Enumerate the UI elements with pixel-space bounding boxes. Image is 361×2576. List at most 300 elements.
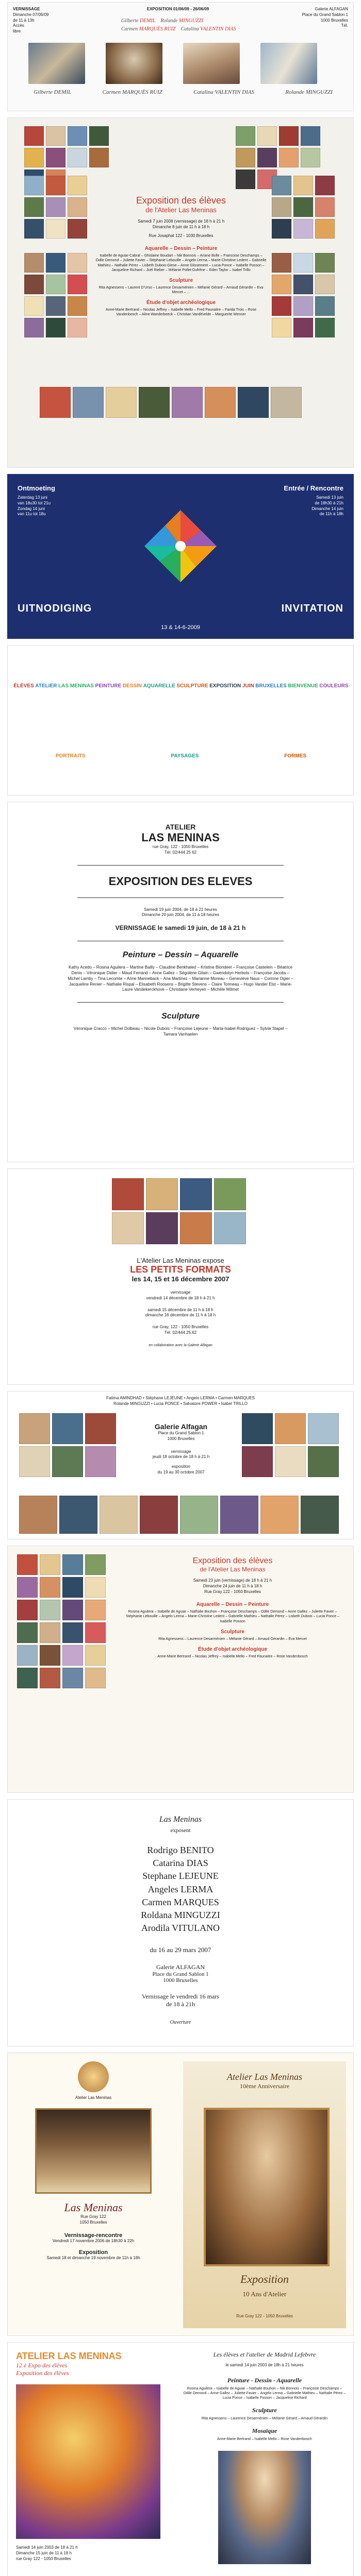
mosaic-word: JUIN [242, 683, 254, 689]
text-line: Tél. [341, 23, 348, 28]
artwork-tile [46, 296, 65, 316]
card9-address: 1000 Bruxelles [163, 1977, 198, 1984]
artwork-tile [293, 275, 313, 294]
artwork-tile [146, 1178, 178, 1210]
artwork-tile [24, 148, 44, 167]
artwork-tile [85, 1645, 106, 1666]
card7-artwork-grid [18, 1495, 348, 1535]
card11-infanta-painting [218, 2451, 311, 2564]
card2-header [95, 195, 267, 317]
artwork-tile [85, 1600, 106, 1620]
artwork-tile [24, 318, 44, 337]
mosaic-word: ATELIER [35, 683, 57, 689]
section-text: Samedi 18 et dimanche 19 novembre de 11h à 18h [46, 2256, 140, 2261]
section-text: Vendredi 17 novembre 2006 de 18h30 à 22h [52, 2239, 135, 2244]
text-line: Dimanche 15 juin de 11 à 18 h [16, 2550, 72, 2555]
first-name: Carmen [121, 26, 138, 32]
artwork-grid-bottom-left [23, 252, 90, 338]
artwork-tile [112, 1178, 144, 1210]
section-heading: Sculpture [220, 1629, 245, 1635]
artwork-thumbnail [260, 43, 317, 84]
last-name: DEMIL [139, 18, 156, 24]
card6-line: les 14, 15 et 16 décembre 2007 [132, 1275, 229, 1283]
card10-painting [35, 2108, 152, 2194]
artwork-tile [24, 176, 44, 195]
artwork-tile [40, 387, 71, 418]
card9-address: Place du Grand Sablon 1 [152, 1971, 209, 1978]
mosaic-word: SCULPTURE [176, 683, 208, 689]
card5-section-heading: Sculpture [161, 1012, 200, 1021]
artwork-tile [315, 253, 335, 273]
card5-title: EXPOSITION DES ELEVES [108, 874, 253, 888]
artwork-tile [46, 148, 65, 167]
card5-date: Dimanche 20 juin 2004, de 11 à 18 heures [141, 912, 220, 918]
artwork-tile [308, 1446, 339, 1477]
artwork-tile [40, 1622, 60, 1643]
artwork-tile [272, 219, 291, 239]
card3-left-title: Ontmoeting [18, 484, 55, 492]
card5-date: Samedi 19 juin 2004, de 18 à 21 heures [144, 907, 217, 912]
card3-right-title: Entrée / Rencontre [284, 484, 343, 492]
artwork-tile [180, 1212, 212, 1244]
mosaic-word: BRUXELLES [255, 683, 287, 689]
artwork-tile [62, 1554, 83, 1575]
invitation-card-9 [7, 1799, 354, 2046]
first-name: Rolande [160, 18, 178, 24]
artwork-tile [19, 1413, 50, 1444]
section-names: Rita Agnessens – Laurence Desarménien – Mélanie Gérard – Arnaud Gérardin [201, 2417, 328, 2421]
card3-right [240, 484, 343, 517]
artwork-tile [68, 176, 87, 195]
first-name: Catalina [180, 26, 199, 32]
artwork-tile [106, 387, 137, 418]
mosaic-word: PEINTURE [95, 683, 122, 689]
section-heading: Mosaïque [252, 2427, 277, 2435]
card9-vernissage: Vernissage le vendredi 16 mars [142, 1993, 219, 2001]
artwork-tile [301, 148, 320, 167]
uitnodiging-banner: UITNODIGING [18, 603, 92, 614]
artwork-tile [24, 219, 44, 239]
artwork-tile [100, 1496, 138, 1534]
artwork-tile [85, 1577, 106, 1598]
artist-name: Carmen MARQUÈS RUIZ [102, 89, 162, 95]
artwork-grid-left [23, 175, 90, 240]
artwork-tile [315, 219, 335, 239]
artwork-tile [315, 318, 335, 337]
last-name: MARQUÈS [139, 26, 163, 32]
card-subtitle: de l'Atelier Las Meninas [145, 206, 217, 214]
last-name: VALENTIN [200, 26, 224, 32]
artist-name: Rolande MINGUZZI [285, 89, 333, 95]
text-line: Samedi 13 juin [316, 495, 343, 500]
artwork-tile [68, 296, 87, 316]
card5-divider [77, 897, 284, 898]
artwork-tile [275, 1446, 306, 1477]
last-name: RUIZ [164, 26, 176, 32]
card9-dates: du 16 au 29 mars 2007 [150, 1946, 211, 1954]
artwork-thumbnail [106, 43, 162, 84]
section-heading: Vernissage-rencontre [64, 2232, 123, 2239]
artwork-tile [315, 296, 335, 316]
artwork-tile [24, 253, 44, 273]
artwork-tile [62, 1622, 83, 1643]
card10-right-footer: Rue Gray 122 - 1050 Bruxelles [236, 2314, 293, 2318]
artwork-tile [220, 1496, 258, 1534]
artwork-tile [68, 219, 87, 239]
card7-artwork-grid [18, 1412, 121, 1478]
text-line: Dimanche 07/06/09 [13, 12, 49, 17]
card10-right [183, 2061, 346, 2328]
artwork-tile [260, 1496, 299, 1534]
artist-name: Stephane LEJEUNE [142, 1871, 219, 1882]
section-heading: Étude d'objet archéologique [146, 299, 216, 306]
artwork-tile [279, 148, 299, 167]
card5-divider [77, 1002, 284, 1003]
date-line: Samedi 7 juin 2008 (vernissage) de 18 h à 21 h [137, 219, 225, 224]
artist-name: Angeles LERMA [147, 1884, 214, 1894]
invitation-banner: INVITATION [281, 603, 343, 614]
section-names: Isabelle de Aguiar-Cabral – Ghislaine Boudart – Nik Bonnois – Ariane Bolle – Francoise Deschamps – Odile Demond – Juliette Favier – Stéphanie Lebouille – Angelo Lerma – Marie-Christine Ledent – Gabrielle Mathieu – Nathalie Pérez – Lisbeth Dubois-Giese – Anne Glissement – Lucia Ponce – Isabelle Posson – Jacqueline Richard – Joël Rieber – Mélanie Pollet-Dufrêne – Eden Taylor – Isabel Trillo [95, 254, 267, 272]
artwork-tile [301, 1496, 339, 1534]
artwork-tile [293, 219, 313, 239]
invitation-card-7 [7, 1391, 354, 1539]
date-value: jeudi 18 octobre de 18 h à 21 h [152, 1454, 210, 1460]
card3-right-lines [240, 495, 343, 517]
artwork-tile [214, 1178, 246, 1210]
artwork-tile [62, 1668, 83, 1688]
artist-name: Roldana MINGUZZI [141, 1909, 220, 1920]
card-subtitle: de l'Atelier Las Meninas [200, 1566, 266, 1573]
card6-line: Tél. 02/444.25.62 [164, 1330, 197, 1335]
artwork-tile [205, 387, 236, 418]
card6-line: L'Atelier Las Meninas expose [137, 1257, 224, 1264]
artwork-tile [62, 1577, 83, 1598]
section-names: Anne-Marie Bertrand – Isabelle Mello – Rose Vandenbosch [217, 2437, 312, 2442]
artwork-tile [315, 275, 335, 294]
card10-right-heading: Atelier Las Meninas [227, 2072, 302, 2082]
artwork-tile [89, 148, 109, 167]
section-names: Rosina Aguilera – Isabelle de Aguiar – Nathalie Bouhon – Nik Bonnois – Françoise Deschamps – Odile Demond – Anne Gallez – Juliette Favier – Angelo Lerma – Gabrielle Mathieu – Nathalie Pérez – Lucia Ponce – Isabelle Posson – Jacqueline Richard [183, 2386, 346, 2400]
text-line: van 11u tot 18u [18, 512, 46, 517]
artwork-tile [40, 1668, 60, 1688]
card4-words [13, 651, 349, 791]
card9-sub: exposent [170, 1827, 191, 1834]
text-line: libre [13, 29, 21, 34]
card5-atelier: ATELIER [165, 823, 196, 831]
section-heading: Étude d'objet archéologique [198, 1646, 268, 1652]
artwork-tile [293, 176, 313, 195]
artist-name: Arodila VITULANO [141, 1923, 220, 1934]
text-line: rue Gray 122 - 1050 Bruxelles [16, 2556, 71, 2561]
section-heading: Sculpture [169, 277, 193, 283]
artwork-tile [257, 126, 277, 146]
text-line: 1000 Bruxelles [321, 18, 348, 23]
card5-section-heading: Peinture – Dessin – Aquarelle [122, 951, 239, 960]
artwork-tile [140, 1496, 178, 1534]
last-name: MINGUZZI [179, 18, 204, 24]
artwork-tile [180, 1178, 212, 1210]
card9-gallery: Galerie ALFAGAN [156, 1963, 205, 1971]
text-line: Galerie ALFAGAN [315, 7, 348, 11]
card11-left [16, 2351, 171, 2562]
artwork-tile [24, 197, 44, 217]
card3-left-lines [18, 495, 121, 517]
date-label: exposition [171, 1464, 191, 1469]
card5-address: rue Gray, 122 - 1050 Bruxelles [152, 844, 209, 849]
artist-name: Carmen MARQUES [142, 1896, 219, 1907]
invitation-card-8 [7, 1546, 354, 1793]
mosaic-word: DESSIN [122, 683, 142, 689]
artwork-tile [52, 1413, 83, 1444]
invitation-card-5 [7, 802, 354, 1162]
section-heading: Exposition [78, 2249, 108, 2256]
section-heading: Sculpture [252, 2406, 277, 2414]
card11-right [183, 2351, 346, 2564]
card1-names-row1 [121, 18, 255, 24]
card1-names-row3 [18, 89, 348, 95]
artwork-tile [46, 176, 65, 195]
card10-right-title: Exposition [240, 2273, 289, 2285]
artwork-tile [272, 275, 291, 294]
artwork-thumbnail [28, 43, 85, 84]
artwork-tile [85, 1622, 106, 1643]
artwork-tile [85, 1446, 116, 1477]
artwork-tile [62, 1645, 83, 1666]
artwork-tile [46, 318, 65, 337]
card11-banner-sub: 12 è Expo des élèves [16, 2362, 68, 2369]
address-line: Rue Josaphat 122 - 1030 Bruxelles [149, 233, 214, 238]
text-line: Rue Gray 122 [80, 2214, 106, 2219]
artwork-tile [68, 253, 87, 273]
mosaic-word: PORTRAITS [55, 753, 86, 759]
card10-left-title: Las Meninas [64, 2200, 123, 2214]
artwork-tile [46, 126, 65, 146]
artwork-tile [236, 148, 255, 167]
text-line: Accès [13, 23, 24, 28]
card11-painting [16, 2384, 160, 2539]
artwork-tile [315, 176, 335, 195]
artwork-grid-footer [39, 386, 327, 419]
artwork-tile [279, 126, 299, 146]
artwork-tile [24, 126, 44, 146]
artwork-tile [68, 318, 87, 337]
section-names: Rita Agnessens – Laurence Desarménien – Mélanie Gérard – Arnaud Gérardin – Eva Mercet [158, 1637, 307, 1641]
mosaic-word: BIENVENUE [288, 683, 318, 689]
card5-vernissage: VERNISSAGE le samedi 19 juin, de 18 à 21 h [115, 924, 246, 932]
artwork-tile [19, 1446, 50, 1477]
card6-label: vernissage [170, 1290, 191, 1295]
artwork-tile [214, 1212, 246, 1244]
mosaic-word: COULEURS [319, 683, 349, 689]
date-label: vernissage [171, 1449, 191, 1454]
text-line: Rue Gray 122 - 1050 Bruxelles [204, 1589, 261, 1594]
card10-left [16, 2061, 171, 2261]
artwork-tile [146, 1212, 178, 1244]
artwork-tile [272, 253, 291, 273]
card-title: Exposition des élèves [136, 195, 226, 206]
text-line: de 11h à 18h [319, 512, 343, 517]
invitation-card-6 [7, 1168, 354, 1385]
artwork-tile [40, 1645, 60, 1666]
artwork-grid-right [271, 175, 338, 240]
card8-text [121, 1556, 344, 1659]
artwork-tile [17, 1577, 38, 1598]
mosaic-word: ÉLÈVES [13, 683, 34, 689]
card6-line: dimanche 16 décembre de 11 h à 18 h [145, 1313, 216, 1318]
section-names: Rita Agnessens – Laurent D'Urso – Laurence Desarménien – Mélanie Gérard – Arnaud Gérardin – Eva Mercet – ... [99, 285, 264, 294]
invitation-card-4 [7, 645, 354, 795]
card1-left-block [13, 7, 59, 35]
artwork-tile [46, 219, 65, 239]
artists-line: Rolande MINGUZZI • Lucia PONCE • Salvatore POWER • Isabel TRILLO [113, 1401, 248, 1406]
artwork-tile [89, 126, 109, 146]
card11-right-intro: le samedi 14 juin 2003 de 18h à 21 heures [225, 2363, 304, 2367]
card10-right-painting [204, 2108, 330, 2266]
artwork-thumbnail [183, 43, 240, 84]
artwork-tile [112, 1212, 144, 1244]
gallery-address: 1000 Bruxelles [167, 1436, 195, 1441]
text-line: de 11 à 13h [13, 18, 35, 23]
artist-name: Rodrigo BENITO [147, 1845, 214, 1855]
card9-footer: Ouverture [170, 2020, 191, 2026]
card11-banner: ATELIER LAS MENINAS [16, 2351, 122, 2361]
text-line: Samedi 23 juin (vernissage) de 18 h à 21 h [193, 1578, 272, 1583]
card5-name: LAS MENINAS [141, 831, 220, 844]
logo-text: Atelier Las Meninas [75, 2095, 112, 2100]
artwork-tile [40, 1554, 60, 1575]
artists-line: Fatima AMINDHAD • Stéphane LEJEUNE • Angelo LERMA • Carmen MARQUES [106, 1396, 255, 1400]
card5-section-names: Kathy Acedo – Rosina Aguilera – Martine Bailly – Claudine Benkhaled – Kristine Blondeel – Françoise Castelein – Béatrice Denis – Véronique Didier – Maud Ferrand – Anne Gallez – Ségolène Gilain – Gwendolyn Herbots – Françoise Jacobs – Michel Lamby – Tina Lecomte – Anne Manneback – Ana Martinez – Marianne Moreau – Geneviève Naus – Corinne Ogier – Jacqueline Renier – Nathalie Rispal – Elisabeth Roosens – Brigitte Stevens – Claire Tonneau – Hugo Vander Elst – Marie-Laure Vandekerckhove – Christiane Verheyen – Michèle Wilmet [68, 965, 293, 992]
artwork-tile [52, 1446, 83, 1477]
card3-bottom-date: 13 & 14-6-2009 [161, 624, 200, 631]
artwork-tile [293, 318, 313, 337]
card7-artwork-grid [241, 1412, 344, 1478]
card6-artwork-grid [111, 1177, 251, 1245]
artwork-tile [85, 1554, 106, 1575]
section-names: Anne-Marie Bertrand – Nicolas Jeffrey – Isabelle Mello – Fred Paunaitre – Farida Trois – Rose Vandenbosch – Aline Wanderbeeck – Christian Vandevelde – Marguerite Wenner [105, 308, 257, 317]
artwork-tile [236, 170, 255, 189]
artwork-tile [17, 1554, 38, 1575]
text-line: Place du Grand Sablon 1 [302, 12, 348, 17]
artwork-tile [40, 1577, 60, 1598]
card6-text [8, 1257, 353, 1348]
card1-names-row2 [121, 26, 255, 32]
invitation-card-11 [7, 2342, 354, 2576]
card6-value: vendredi 14 décembre de 18 h à 21 h [146, 1295, 215, 1300]
card9-names [8, 1844, 353, 1935]
artwork-tile [40, 1600, 60, 1620]
first-name: Gilberte [121, 18, 139, 24]
artwork-tile [293, 296, 313, 316]
artwork-tile [272, 197, 291, 217]
artwork-tile [272, 318, 291, 337]
artwork-tile [68, 197, 87, 217]
card6-line: samedi 15 décembre de 11 h à 18 h [147, 1307, 214, 1312]
text-line: de 18h30 à 21h [315, 500, 343, 505]
artwork-tile [24, 275, 44, 294]
invitation-card-1 [7, 2, 354, 111]
text-line: Zondag 14 juni [18, 506, 45, 511]
gallery-address: Place du Grand Sablon 1 [158, 1431, 204, 1435]
card-title: Exposition des élèves [192, 1556, 273, 1565]
card6-line: rue Gray, 122 - 1050 Bruxelles [152, 1325, 209, 1330]
artwork-tile [242, 1413, 273, 1444]
las-meninas-logo [78, 2061, 109, 2092]
artwork-tile [242, 1446, 273, 1477]
artwork-tile [315, 197, 335, 217]
artwork-tile [46, 275, 65, 294]
artist-name: Catalina VALENTIN DIAS [193, 89, 254, 95]
card9-heading: Las Meninas [159, 1815, 202, 1824]
section-names: Anne-Marie Bertrand – Nicolas Jeffrey – Isabelle Mello – Fred Paunaitre – Rose Vandenbosch [157, 1654, 308, 1658]
card11-banner-sub-2: Exposition des élèves [16, 2369, 69, 2377]
card5-tel: Tél. 02/444 25 62 [164, 850, 197, 855]
gallery-name: Galerie Alfagan [154, 1422, 208, 1431]
artwork-tile [46, 253, 65, 273]
card11-right-heading: Les élèves et l'atelier de Madrid Lefebvre [213, 2351, 316, 2358]
invitation-card-10 [7, 2053, 354, 2336]
date-value: du 19 au 30 octobre 2007 [157, 1469, 205, 1475]
artwork-tile [68, 275, 87, 294]
mosaic-word: EXPOSITION [209, 683, 241, 689]
invitation-card-2 [7, 117, 354, 468]
text-line: 1050 Bruxelles [79, 2219, 107, 2225]
artwork-tile [272, 296, 291, 316]
artwork-tile [68, 148, 87, 167]
date-line: Dimanche 8 juin de 11 h à 18 h [152, 224, 210, 229]
artwork-tile [271, 387, 302, 418]
artwork-tile [17, 1600, 38, 1620]
artwork-tile [236, 126, 255, 146]
artwork-tile [68, 126, 87, 146]
card10-right-sub-2: 10 Ans d'Atelier [242, 2290, 287, 2298]
artwork-tile [308, 1413, 339, 1444]
artwork-tile [139, 387, 170, 418]
text-line: Zaterdag 13 juni [18, 495, 47, 500]
card9-vernissage-time: de 18 à 21h [166, 2001, 195, 2008]
artwork-tile [180, 1496, 218, 1534]
artwork-tile [293, 197, 313, 217]
artist-name: Gilberte DEMIL [34, 89, 72, 95]
section-heading: Peinture - Dessin - Aquarelle [227, 2376, 302, 2384]
card7-artists [13, 1396, 348, 1407]
pinwheel-icon [139, 505, 222, 587]
mosaic-word: FORMES [284, 753, 307, 759]
artwork-tile [257, 148, 277, 167]
card1-exposition: EXPOSITION 01/06/09 - 26/06/09 [146, 7, 209, 11]
last-name: DIAS [224, 26, 236, 32]
artwork-tile [275, 1413, 306, 1444]
text-line: VERNISSAGE [13, 7, 40, 11]
artist-name: Catarina DIAS [153, 1858, 208, 1869]
mosaic-word: AQUARELLE [143, 683, 175, 689]
card3-left [18, 484, 121, 517]
card6-line: en collaboration avec la Galerie Alfagan [149, 1343, 212, 1347]
card8-artwork-column [16, 1553, 109, 1689]
mosaic-word: LAS MENINAS [58, 683, 94, 689]
artwork-tile [17, 1645, 38, 1666]
artwork-tile [73, 387, 104, 418]
artwork-tile [24, 296, 44, 316]
card5-section-names: Véronique Cracco – Michel Dolbeau – Nicole Dubois – Françoise Lejeune – Maria-Isabel Rodriguez – Sylvie Stapel – Tamara Vanhaelen [73, 1026, 288, 1037]
artwork-tile [172, 387, 203, 418]
section-heading: Aquarelle – Dessin – Peinture [144, 246, 218, 252]
section-heading: Aquarelle – Dessin – Peinture [196, 1602, 269, 1608]
artwork-tile [17, 1668, 38, 1688]
artwork-tile [85, 1668, 106, 1688]
artwork-tile [59, 1496, 97, 1534]
card10-right-sub: 10ème Anniversaire [239, 2082, 290, 2090]
